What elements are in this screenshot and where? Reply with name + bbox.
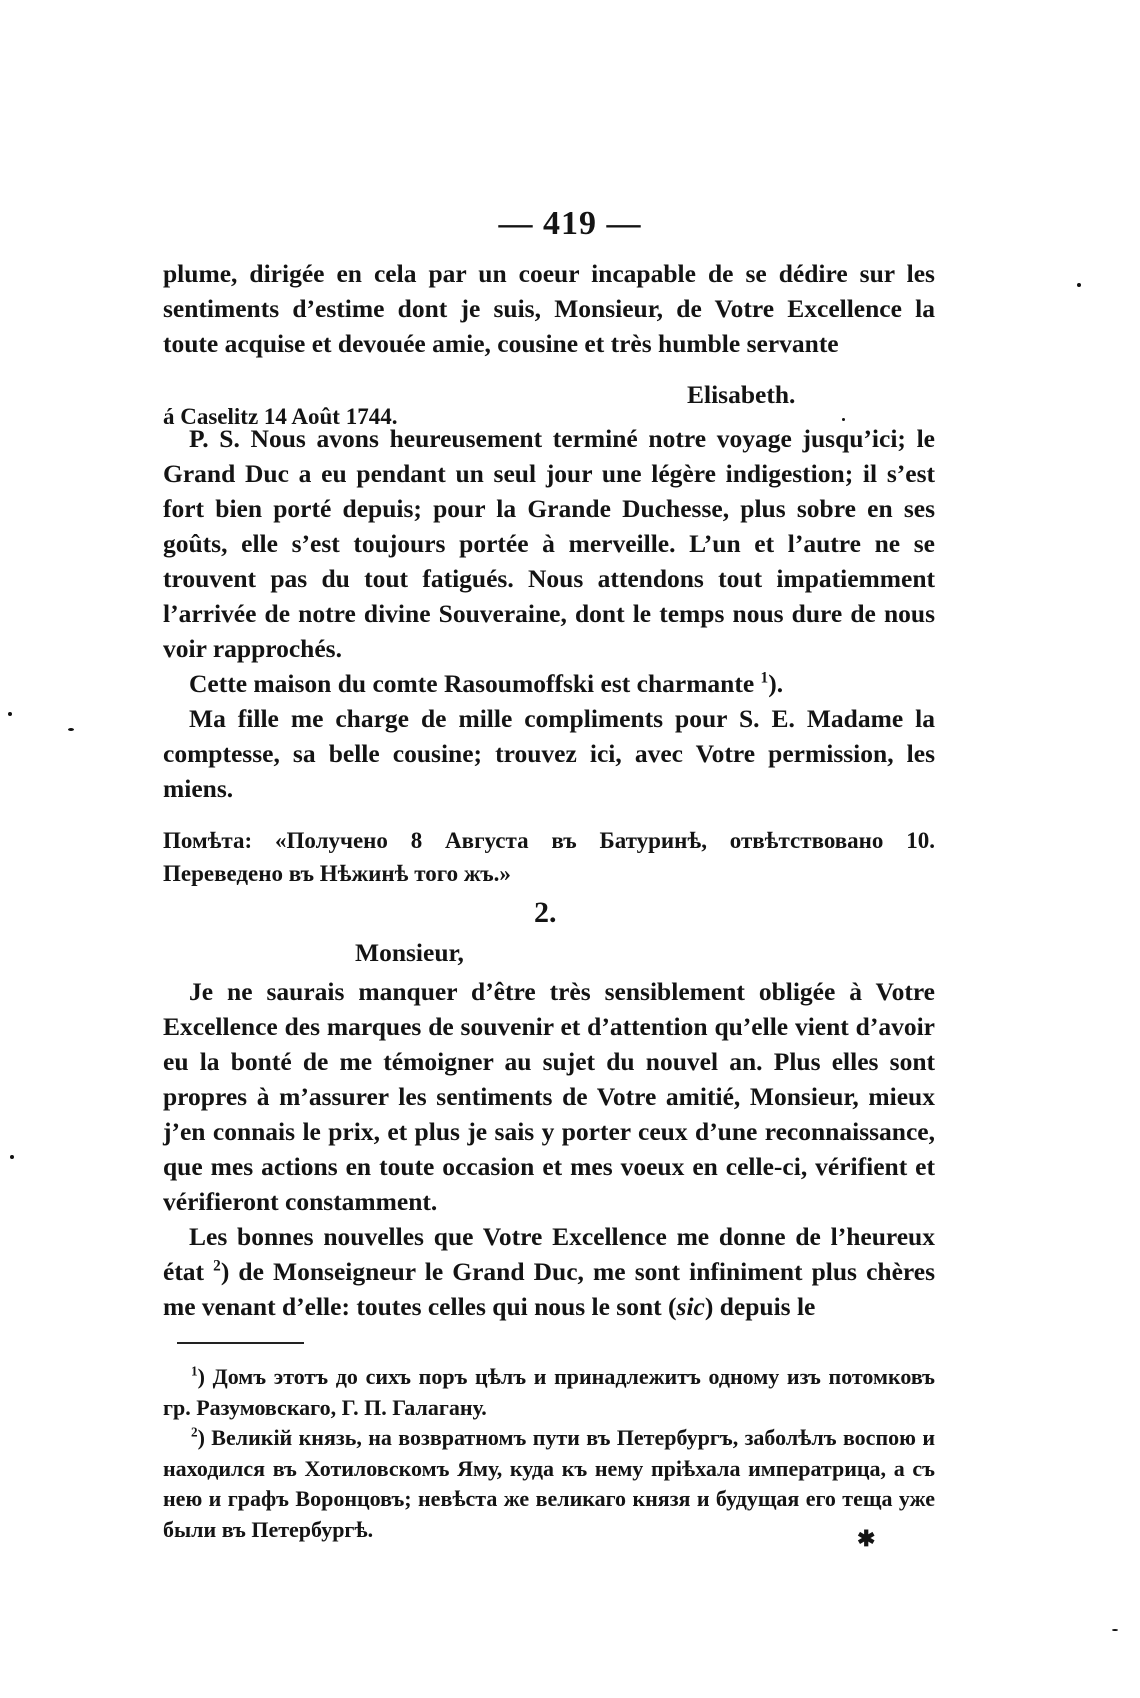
footnote-number: 2 (191, 1424, 198, 1440)
sic-italic: sic (676, 1292, 705, 1321)
footnote (163, 1423, 935, 1545)
footnote-text: ) Великій князь, на возвратномъ пути въ Петербургъ, заболѣлъ воспою и находился въ Хотиловскомъ Яму, куда къ нему пріѣхала императрица, а съ нею и графъ Воронцовъ; невѣста же великаго князя и будущая его теща уже были въ Петербургѣ. (163, 1425, 935, 1542)
footnote-divider (177, 1342, 304, 1344)
salutation: Monsieur, (355, 938, 464, 967)
footnote-ref: 2 (213, 1257, 221, 1275)
signature: Elisabeth. (687, 380, 796, 409)
postscript-paragraph: Ma fille me charge de mille compliments pour S. E. Madame la comptesse, sa belle cousine; trouvez ici, avec Votre permission, les miens. (163, 704, 935, 803)
letter-number: 2. (534, 896, 557, 929)
postscript-paragraph (163, 666, 935, 701)
letter-text: ) depuis le (704, 1292, 816, 1321)
archival-note: Помѣта: «Получено 8 Августа въ Батуринѣ, отвѣтствовано 10. Переведено въ Нѣжинѣ того жъ.» (163, 828, 935, 886)
scan-speck (1112, 1629, 1118, 1631)
letter-closing-paragraph: plume, dirigée en cela par un coeur incapable de se dédire sur les sentiments d’estime dont je suis, Monsieur, de Votre Excellence la toute acquise et devouée amie, cousine et très humble servante (163, 259, 935, 358)
scan-speck (8, 712, 12, 716)
postscript-text-end: ). (768, 669, 784, 698)
footnotes (163, 1362, 935, 1545)
page-number: — 419 — (498, 205, 642, 242)
letter-2-body (163, 974, 935, 1324)
letter-paragraph: Je ne saurais manquer d’être très sensiblement obligée à Votre Excellence des marques de souvenir et d’attention qu’elle vient d’avoir eu la bonté de me témoigner au sujet du nouvel an. Plus elles sont propres à m’assurer les sentiments de Votre amitié, Monsieur, mieux j’en connais le prix, et plus je sais y porter ceux d’une reconnaissance, que mes actions en toute occasion et mes voeux en celle-ci, vérifient et vérifieront constamment. (163, 977, 935, 1216)
letter-text: Les bonnes nouvelles que Votre Excellence me donne de l’heureux état (163, 1222, 935, 1286)
postscript (163, 421, 935, 806)
letter-paragraph (163, 1219, 935, 1324)
scan-speck (68, 728, 74, 731)
footnote-text: ) Домъ этотъ до сихъ поръ цѣлъ и принадлежитъ одному изъ потомковъ гр. Разумовскаго, Г. П. Галагану. (163, 1364, 935, 1420)
postscript-paragraph: P. S. Nous avons heureusement terminé notre voyage jusqu’ici; le Grand Duc a eu pendant un seul jour une légère indigestion; il s’est fort bien porté depuis; pour la Grande Duchesse, plus sobre en ses goûts, elle s’est toujours portée à merveille. L’un et l’autre ne se trouvent pas du tout fatigués. Nous attendons tout impatiemment l’arrivée de notre divine Souveraine, dont le temps nous dure de nous voir rapprochés. (163, 424, 935, 663)
place-date: á Caselitz 14 Août 1744. (163, 404, 398, 429)
letter-continuation (163, 256, 935, 361)
footnote-ref: 1 (760, 669, 769, 687)
postscript-text: Cette maison du comte Rasoumoffski est charmante (189, 669, 755, 698)
footnote (163, 1362, 935, 1423)
printer-mark: ✱ (857, 1526, 876, 1551)
letter-text: ) de Monseigneur le Grand Duc, me sont infiniment plus chères me venant d’elle: toutes celles qui nous le sont ( (163, 1257, 935, 1321)
scan-speck (10, 1155, 14, 1159)
scan-speck (842, 418, 845, 421)
footnote-number: 1 (191, 1363, 198, 1379)
scan-speck (1077, 283, 1081, 287)
